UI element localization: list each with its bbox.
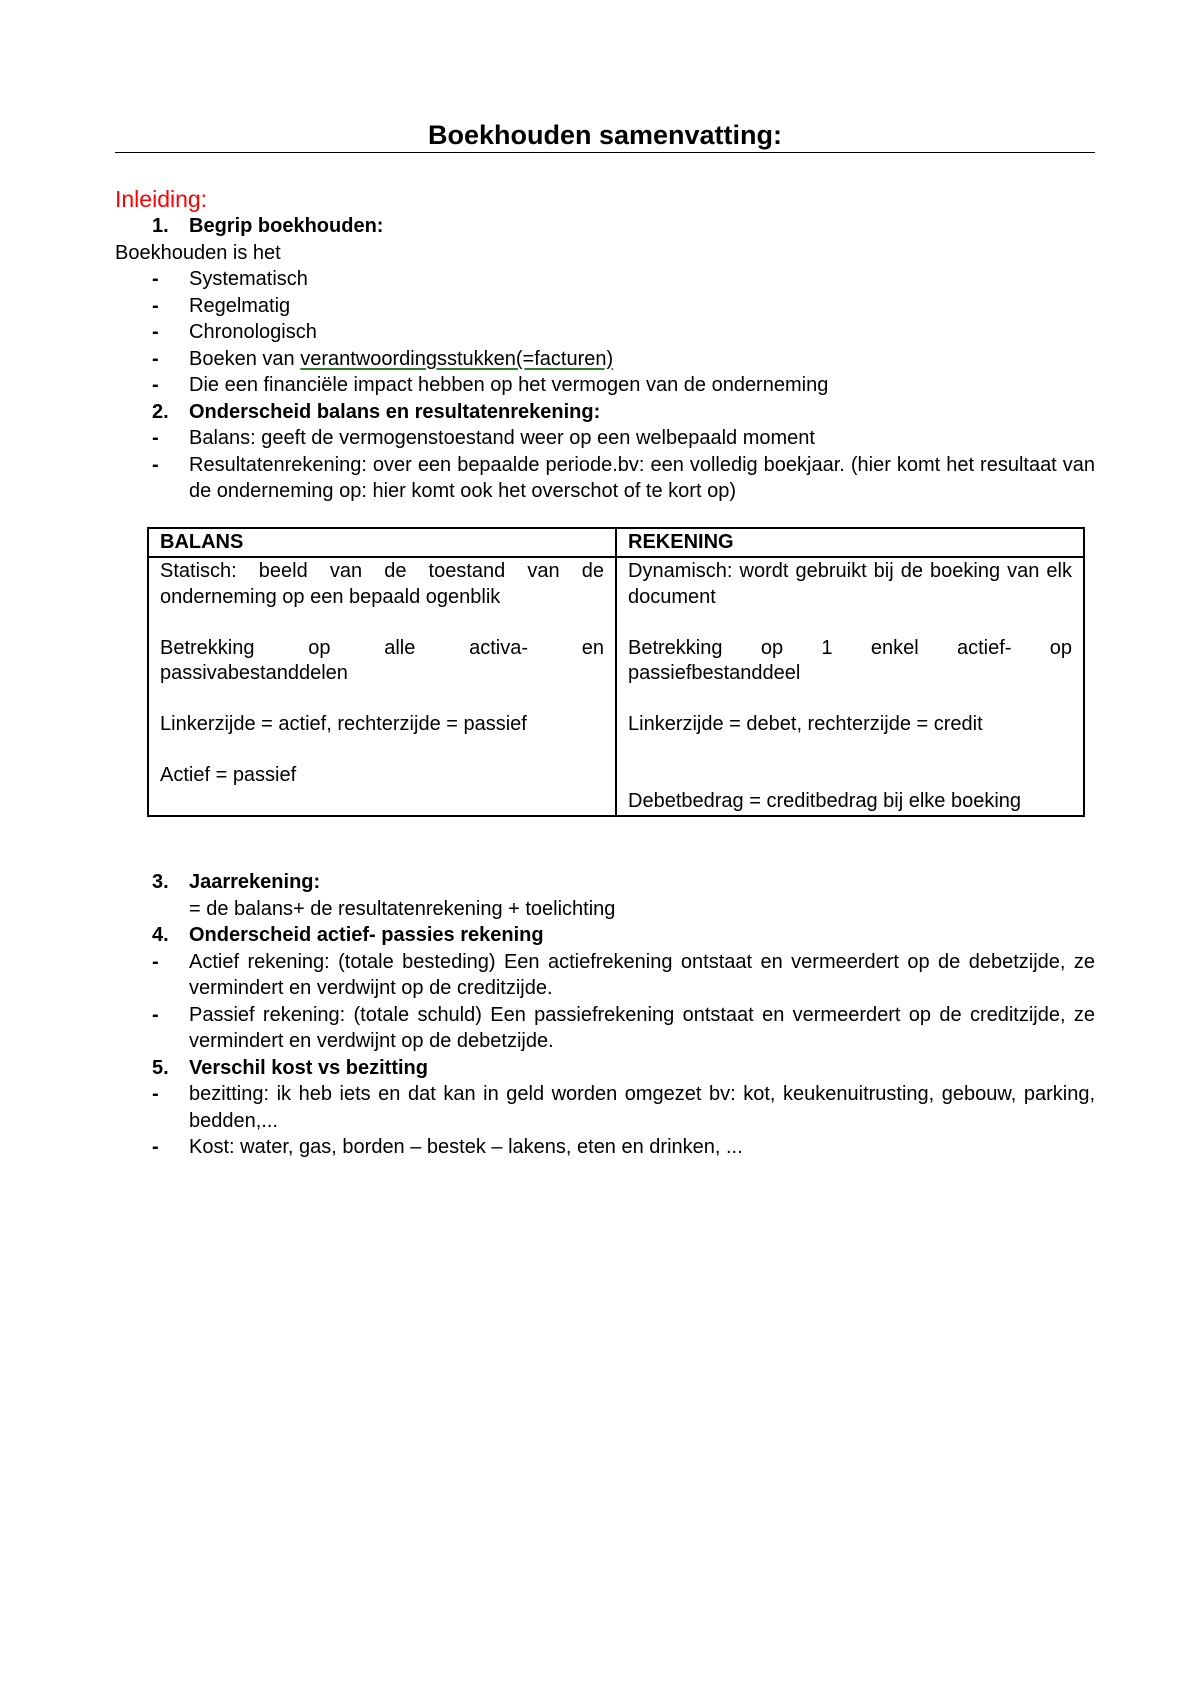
bullet-dash: - bbox=[152, 321, 159, 343]
bullet-dash: - bbox=[152, 374, 159, 396]
underlined-term: verantwoordingsstukken(=facturen) bbox=[300, 347, 614, 370]
list-item bbox=[115, 452, 1095, 505]
bullet-dash: - bbox=[152, 453, 159, 476]
document-content bbox=[115, 118, 1095, 1161]
list-item-text: bezitting: ik heb iets en dat kan in geld worden omgezet bv: kot, keukenuitrusting, gebouw, parking, bedden,... bbox=[189, 1083, 1095, 1132]
section-heading: Inleiding: bbox=[115, 186, 208, 212]
item-label: Begrip boekhouden: bbox=[189, 215, 384, 237]
list-item bbox=[115, 1002, 1095, 1055]
balans-rekening-table bbox=[147, 527, 1085, 818]
item-number: 5. bbox=[152, 1056, 169, 1079]
cell-paragraph: Betrekking op alle activa- en passivabestanddelen bbox=[160, 636, 604, 684]
bullet-dash: - bbox=[152, 268, 159, 290]
list-item-text: Chronologisch bbox=[189, 321, 317, 343]
cell-paragraph: Actief = passief bbox=[160, 764, 297, 786]
list-item-text: Actief rekening: (totale besteding) Een actiefrekening ontstaat en vermeerdert op de debetzijde, ze vermindert en verdwijnt op de creditzijde. bbox=[189, 950, 1095, 999]
table-cell-balans bbox=[148, 557, 616, 816]
page-title: Boekhouden samenvatting: bbox=[427, 120, 783, 150]
table-header-balans: BALANS bbox=[148, 528, 616, 558]
title-block bbox=[115, 118, 1095, 153]
cell-paragraph: Debetbedrag = creditbedrag bij elke boeking bbox=[628, 789, 1022, 812]
list-item-text-prefix: Boeken van bbox=[189, 347, 301, 370]
numbered-heading-1 bbox=[115, 213, 1095, 240]
list-item bbox=[115, 293, 1095, 320]
list-item-text: Resultatenrekening: over een bepaalde periode.bv: een volledig boekjaar. (hier komt het resultaat van de onderneming op: hier komt ook het overschot of te kort op) bbox=[189, 453, 1095, 502]
bullet-dash: - bbox=[152, 294, 159, 317]
numbered-heading-2 bbox=[115, 399, 1095, 426]
cell-paragraph: Statisch: beeld van de toestand van de onderneming op een bepaald ogenblik bbox=[160, 560, 604, 608]
list-item bbox=[115, 346, 1095, 373]
numbered-heading-4 bbox=[115, 922, 1095, 949]
item-label: Onderscheid balans en resultatenrekening: bbox=[189, 400, 601, 423]
list-item bbox=[115, 1134, 1095, 1161]
item-number: 2. bbox=[152, 400, 169, 423]
bullet-dash: - bbox=[152, 427, 159, 449]
table-header-row bbox=[148, 528, 1084, 558]
cell-paragraph: Linkerzijde = debet, rechterzijde = credit bbox=[628, 713, 983, 735]
item-number: 1. bbox=[152, 215, 169, 237]
bullet-dash: - bbox=[152, 347, 159, 370]
list-item bbox=[115, 949, 1095, 1002]
numbered-heading-3 bbox=[115, 869, 1095, 896]
list-item bbox=[115, 266, 1095, 293]
table-header-rekening: REKENING bbox=[616, 528, 1084, 558]
list-item bbox=[115, 1081, 1095, 1134]
item-label: Jaarrekening: bbox=[189, 871, 321, 893]
list-item-text: Passief rekening: (totale schuld) Een passiefrekening ontstaat en vermeerdert op de creditzijde, ze vermindert en verdwijnt op de debetzijde. bbox=[189, 1003, 1095, 1052]
bullet-dash: - bbox=[152, 1136, 159, 1158]
item-number: 3. bbox=[152, 871, 169, 893]
cell-paragraph: Linkerzijde = actief, rechterzijde = passief bbox=[160, 713, 527, 735]
list-item-text: Regelmatig bbox=[189, 294, 291, 317]
list-item bbox=[115, 319, 1095, 346]
list-item-text: Systematisch bbox=[189, 268, 308, 290]
table-row bbox=[148, 557, 1084, 816]
bullet-dash: - bbox=[152, 950, 159, 973]
list-item bbox=[115, 425, 1095, 452]
item-label: Verschil kost vs bezitting bbox=[189, 1056, 428, 1079]
list-item bbox=[115, 372, 1095, 399]
cell-paragraph: Dynamisch: wordt gebruikt bij de boeking van elk document bbox=[628, 560, 1072, 608]
bullet-dash: - bbox=[152, 1083, 159, 1105]
item-label: Onderscheid actief- passies rekening bbox=[189, 924, 544, 946]
list-item-text bbox=[189, 346, 1095, 373]
list-item-text: Kost: water, gas, borden – bestek – lakens, eten en drinken, ... bbox=[189, 1136, 743, 1158]
list-item-text: Die een financiële impact hebben op het vermogen van de onderneming bbox=[189, 374, 829, 396]
list-item-text: Balans: geeft de vermogenstoestand weer op een welbepaald moment bbox=[189, 427, 815, 449]
bullet-dash: - bbox=[152, 1003, 159, 1026]
intro-text: Boekhouden is het bbox=[115, 241, 281, 264]
definition-text: = de balans+ de resultatenrekening + toelichting bbox=[189, 897, 616, 920]
numbered-heading-5 bbox=[115, 1055, 1095, 1082]
post-table-section bbox=[115, 869, 1095, 1161]
table-cell-rekening bbox=[616, 557, 1084, 816]
cell-paragraph: Betrekking op 1 enkel actief- op passiefbestanddeel bbox=[628, 636, 1072, 684]
item-number: 4. bbox=[152, 924, 169, 946]
